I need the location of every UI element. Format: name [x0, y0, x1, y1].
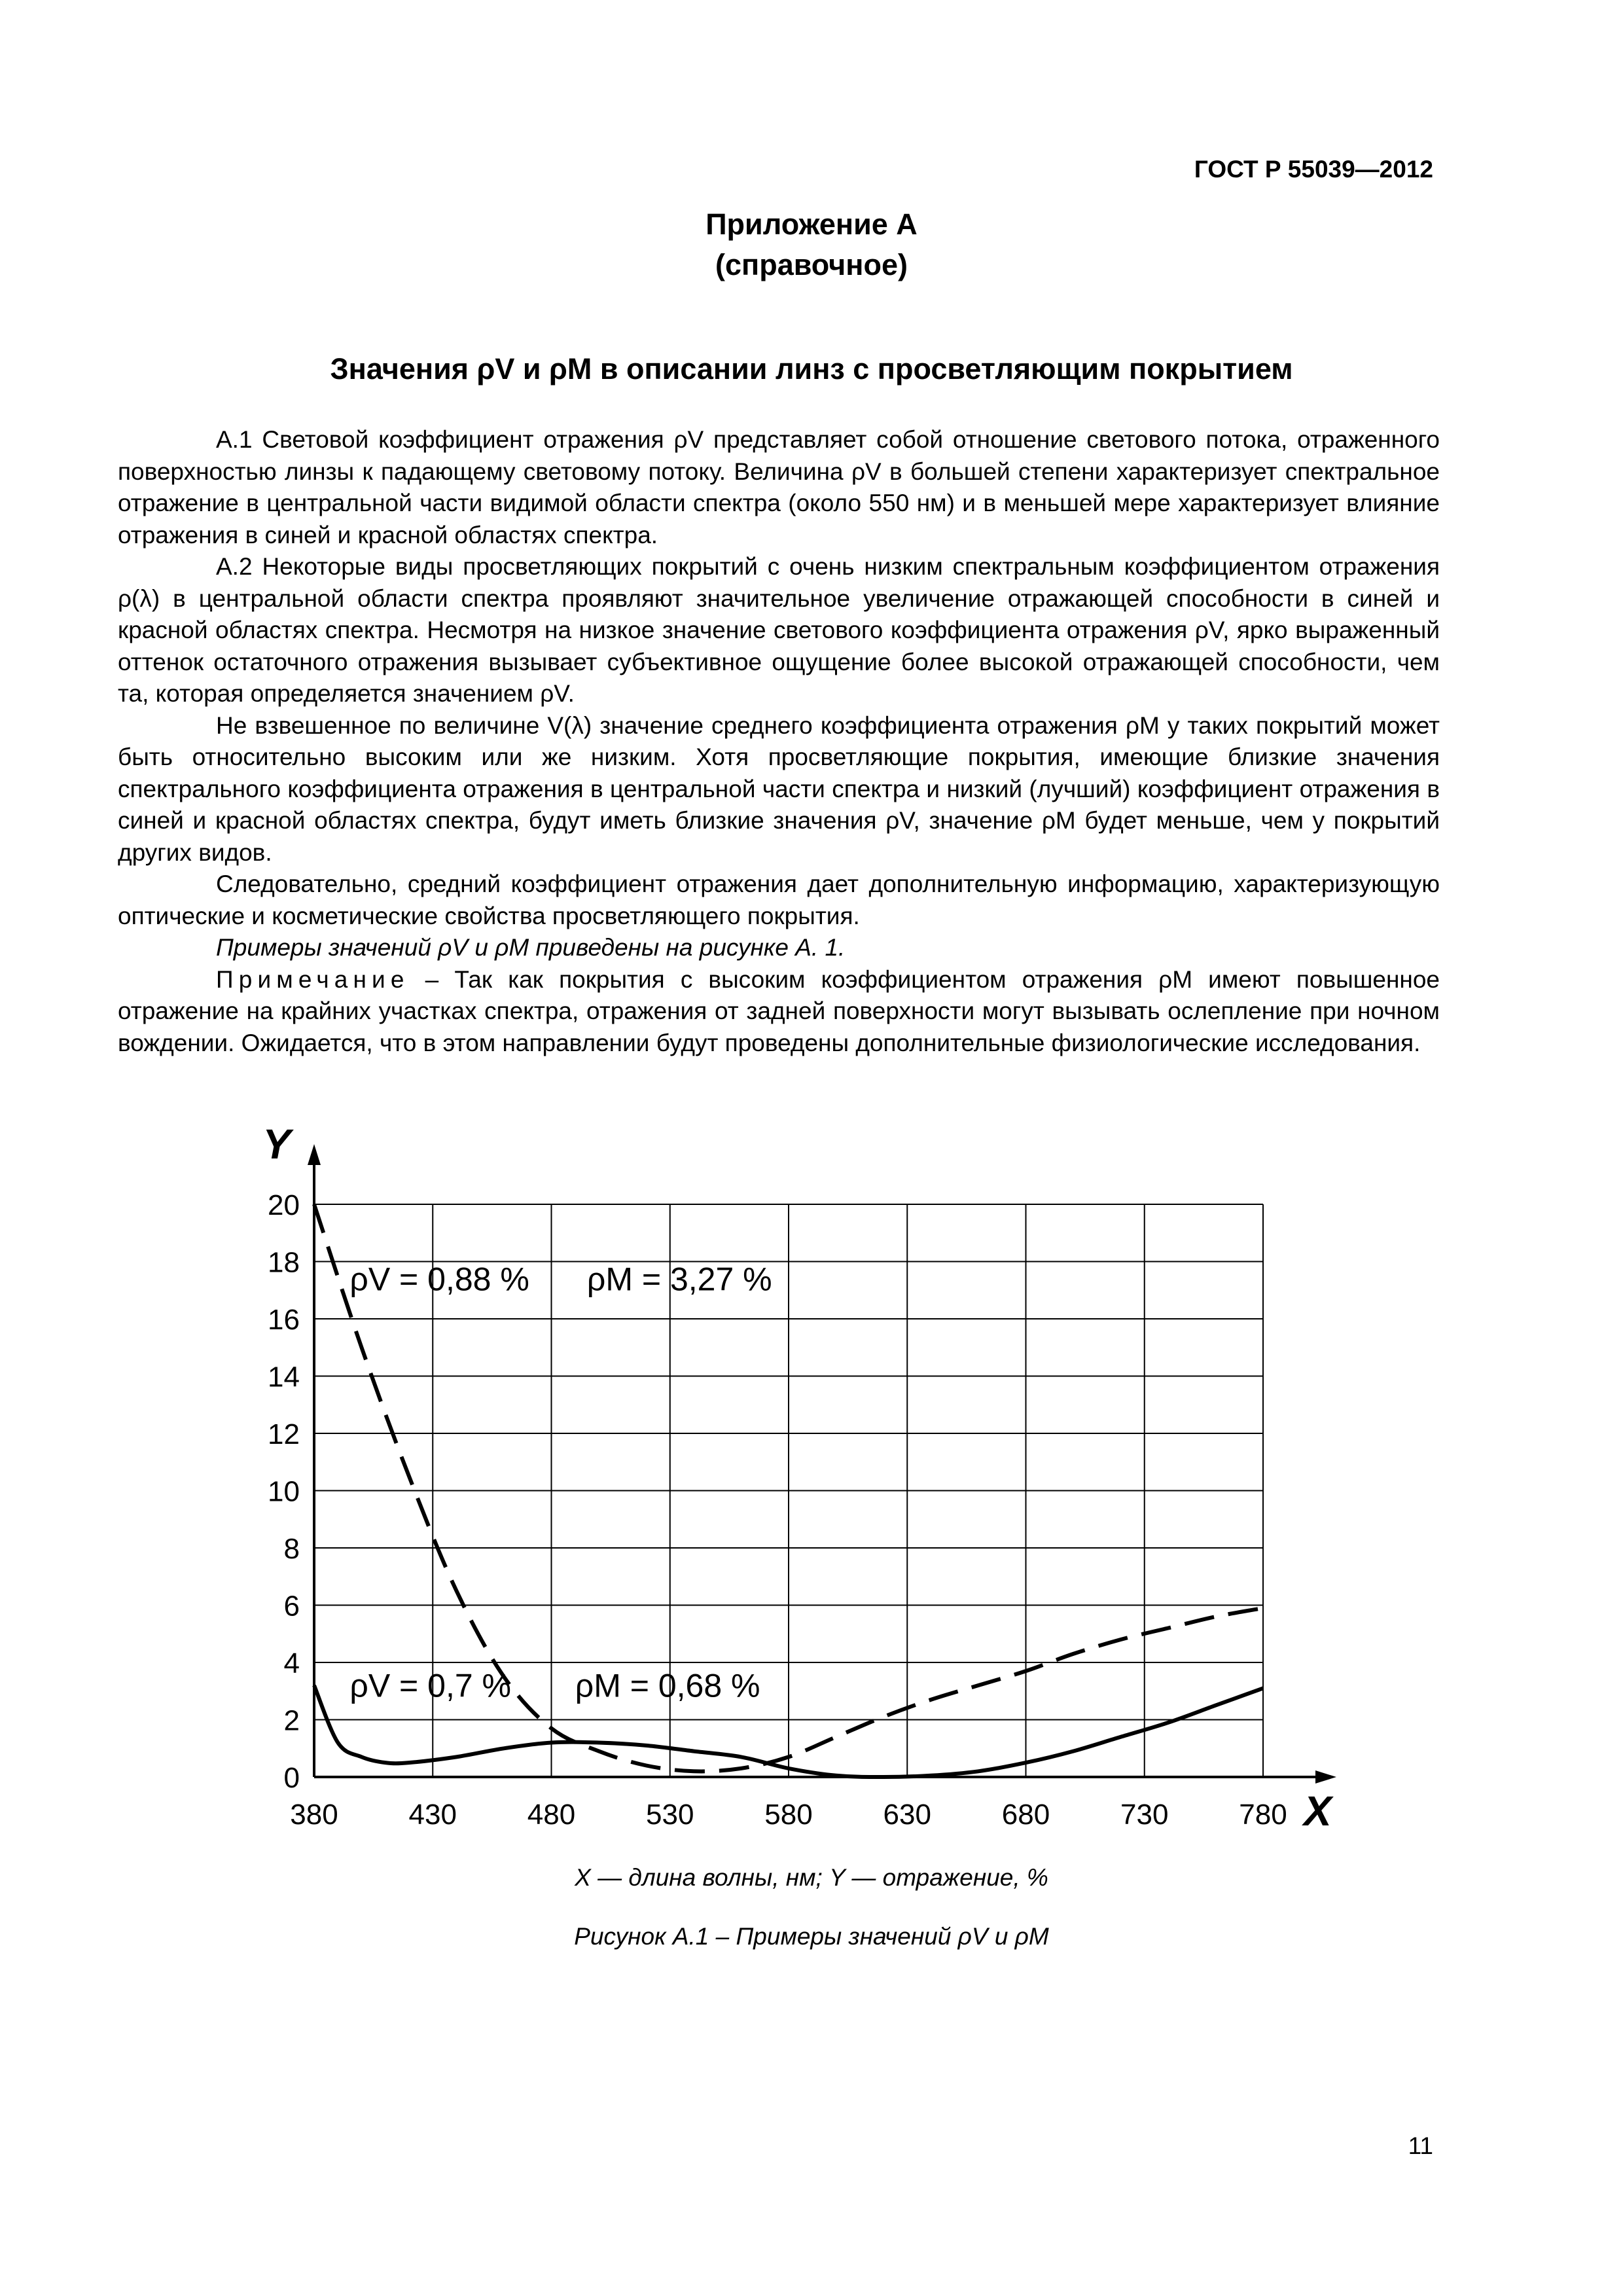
annex-title: Приложение А — [705, 207, 918, 241]
x-tick-label: 530 — [646, 1799, 694, 1831]
y-axis-arrow — [308, 1144, 321, 1165]
x-tick-label: 730 — [1120, 1799, 1169, 1831]
body-text — [118, 424, 1440, 1059]
paragraph-a2: А.2 Некоторые виды просветляющих покрытий с очень низким спектральным коэффициентом отражения ρ(λ) в центральной области спектра проявляют значительное увеличение отражающей способности в синей и красной областях спектра. Несмотря на низкое значение светового коэффициента отражения ρV, ярко выраженный оттенок остаточного отражения вызывает субъективное ощущение более высокой отражающей способности, чем та, которая определяется значением ρV. — [118, 553, 1440, 707]
y-tick-label: 8 — [283, 1533, 300, 1565]
note-text: – Так как покрытия с высоким коэффициентом отражения ρM имеют повышенное отражение на крайних участках спектра, отражения от задней поверхности могут вызывать ослепление при ночном вождении. Ожидается, что в этом направлении будут проведены дополнительные физиологические исследования. — [118, 965, 1440, 1056]
chart-axes — [262, 1121, 1336, 1833]
page-number: 11 — [1408, 2132, 1433, 2159]
x-tick-label: 430 — [408, 1799, 457, 1831]
y-tick-label: 12 — [268, 1418, 300, 1450]
x-axis-label: X — [1304, 1787, 1332, 1833]
document-id: ГОСТ Р 55039—2012 — [1194, 156, 1433, 183]
x-tick-label: 580 — [764, 1799, 813, 1831]
x-axis-arrow — [1315, 1770, 1336, 1784]
x-tick-label: 780 — [1239, 1799, 1287, 1831]
reflection-chart — [216, 1113, 1368, 1833]
annex-subtitle: (справочное) — [715, 248, 908, 281]
y-tick-label: 10 — [268, 1475, 300, 1508]
y-tick-label: 2 — [283, 1704, 300, 1737]
y-axis-label: Y — [262, 1121, 291, 1168]
x-tick-label: 480 — [527, 1799, 576, 1831]
y-tick-label: 16 — [268, 1304, 300, 1336]
y-tick-label: 6 — [283, 1590, 300, 1623]
paragraph-conclusion: Следовательно, средний коэффициент отражения дает дополнительную информацию, характеризующую оптические и косметические свойства просветляющего покрытия. — [118, 870, 1440, 929]
chart-annotation: ρV = 0,7 % — [349, 1667, 512, 1704]
y-tick-label: 18 — [268, 1246, 300, 1279]
y-tick-label: 0 — [283, 1762, 300, 1794]
y-tick-label: 14 — [268, 1361, 300, 1393]
y-tick-label: 20 — [268, 1189, 300, 1221]
examples-line: Примеры значений ρV и ρM приведены на рисунке А. 1. — [216, 934, 846, 961]
note — [118, 964, 1440, 1060]
axis-caption: X — длина волны, нм; Y — отражение, % — [575, 1864, 1048, 1891]
x-tick-label: 380 — [290, 1799, 338, 1831]
note-label: Примечание — [216, 965, 410, 993]
y-tick-label: 4 — [283, 1647, 300, 1679]
chart-annotation: ρM = 3,27 % — [586, 1261, 772, 1298]
chart-annotation: ρV = 0,88 % — [349, 1261, 529, 1298]
figure-caption: Рисунок А.1 – Примеры значений ρV и ρM — [574, 1923, 1049, 1950]
x-tick-label: 680 — [1001, 1799, 1050, 1831]
x-tick-label: 630 — [883, 1799, 931, 1831]
paragraph-unweighted: Не взвешенное по величине V(λ) значение среднего коэффициента отражения ρM у таких покрытий может быть относительно высоким или же низким. Хотя просветляющие покрытия, имеющие близкие значения спектрального коэффициента отражения в центральной части спектра и низкий (лучший) коэффициент отражения в синей и красной областях спектра, будут иметь близкие значения ρV, значение ρM будет меньше, чем у покрытий других видов. — [118, 711, 1440, 866]
chart-annotation: ρM = 0,68 % — [575, 1667, 760, 1704]
paragraph-a1: А.1 Световой коэффициент отражения ρV представляет собой отношение светового потока, отраженного поверхностью линзы к падающему световому потоку. Величина ρV в большей степени характеризует спектральное отражение в центральной части видимой области спектра (около 550 нм) и в меньшей мере характеризует влияние отражения в синей и красной областях спектра. — [118, 426, 1440, 548]
annex-heading — [0, 204, 1623, 285]
section-title: Значения ρV и ρM в описании линз с просветляющим покрытием — [330, 352, 1293, 386]
